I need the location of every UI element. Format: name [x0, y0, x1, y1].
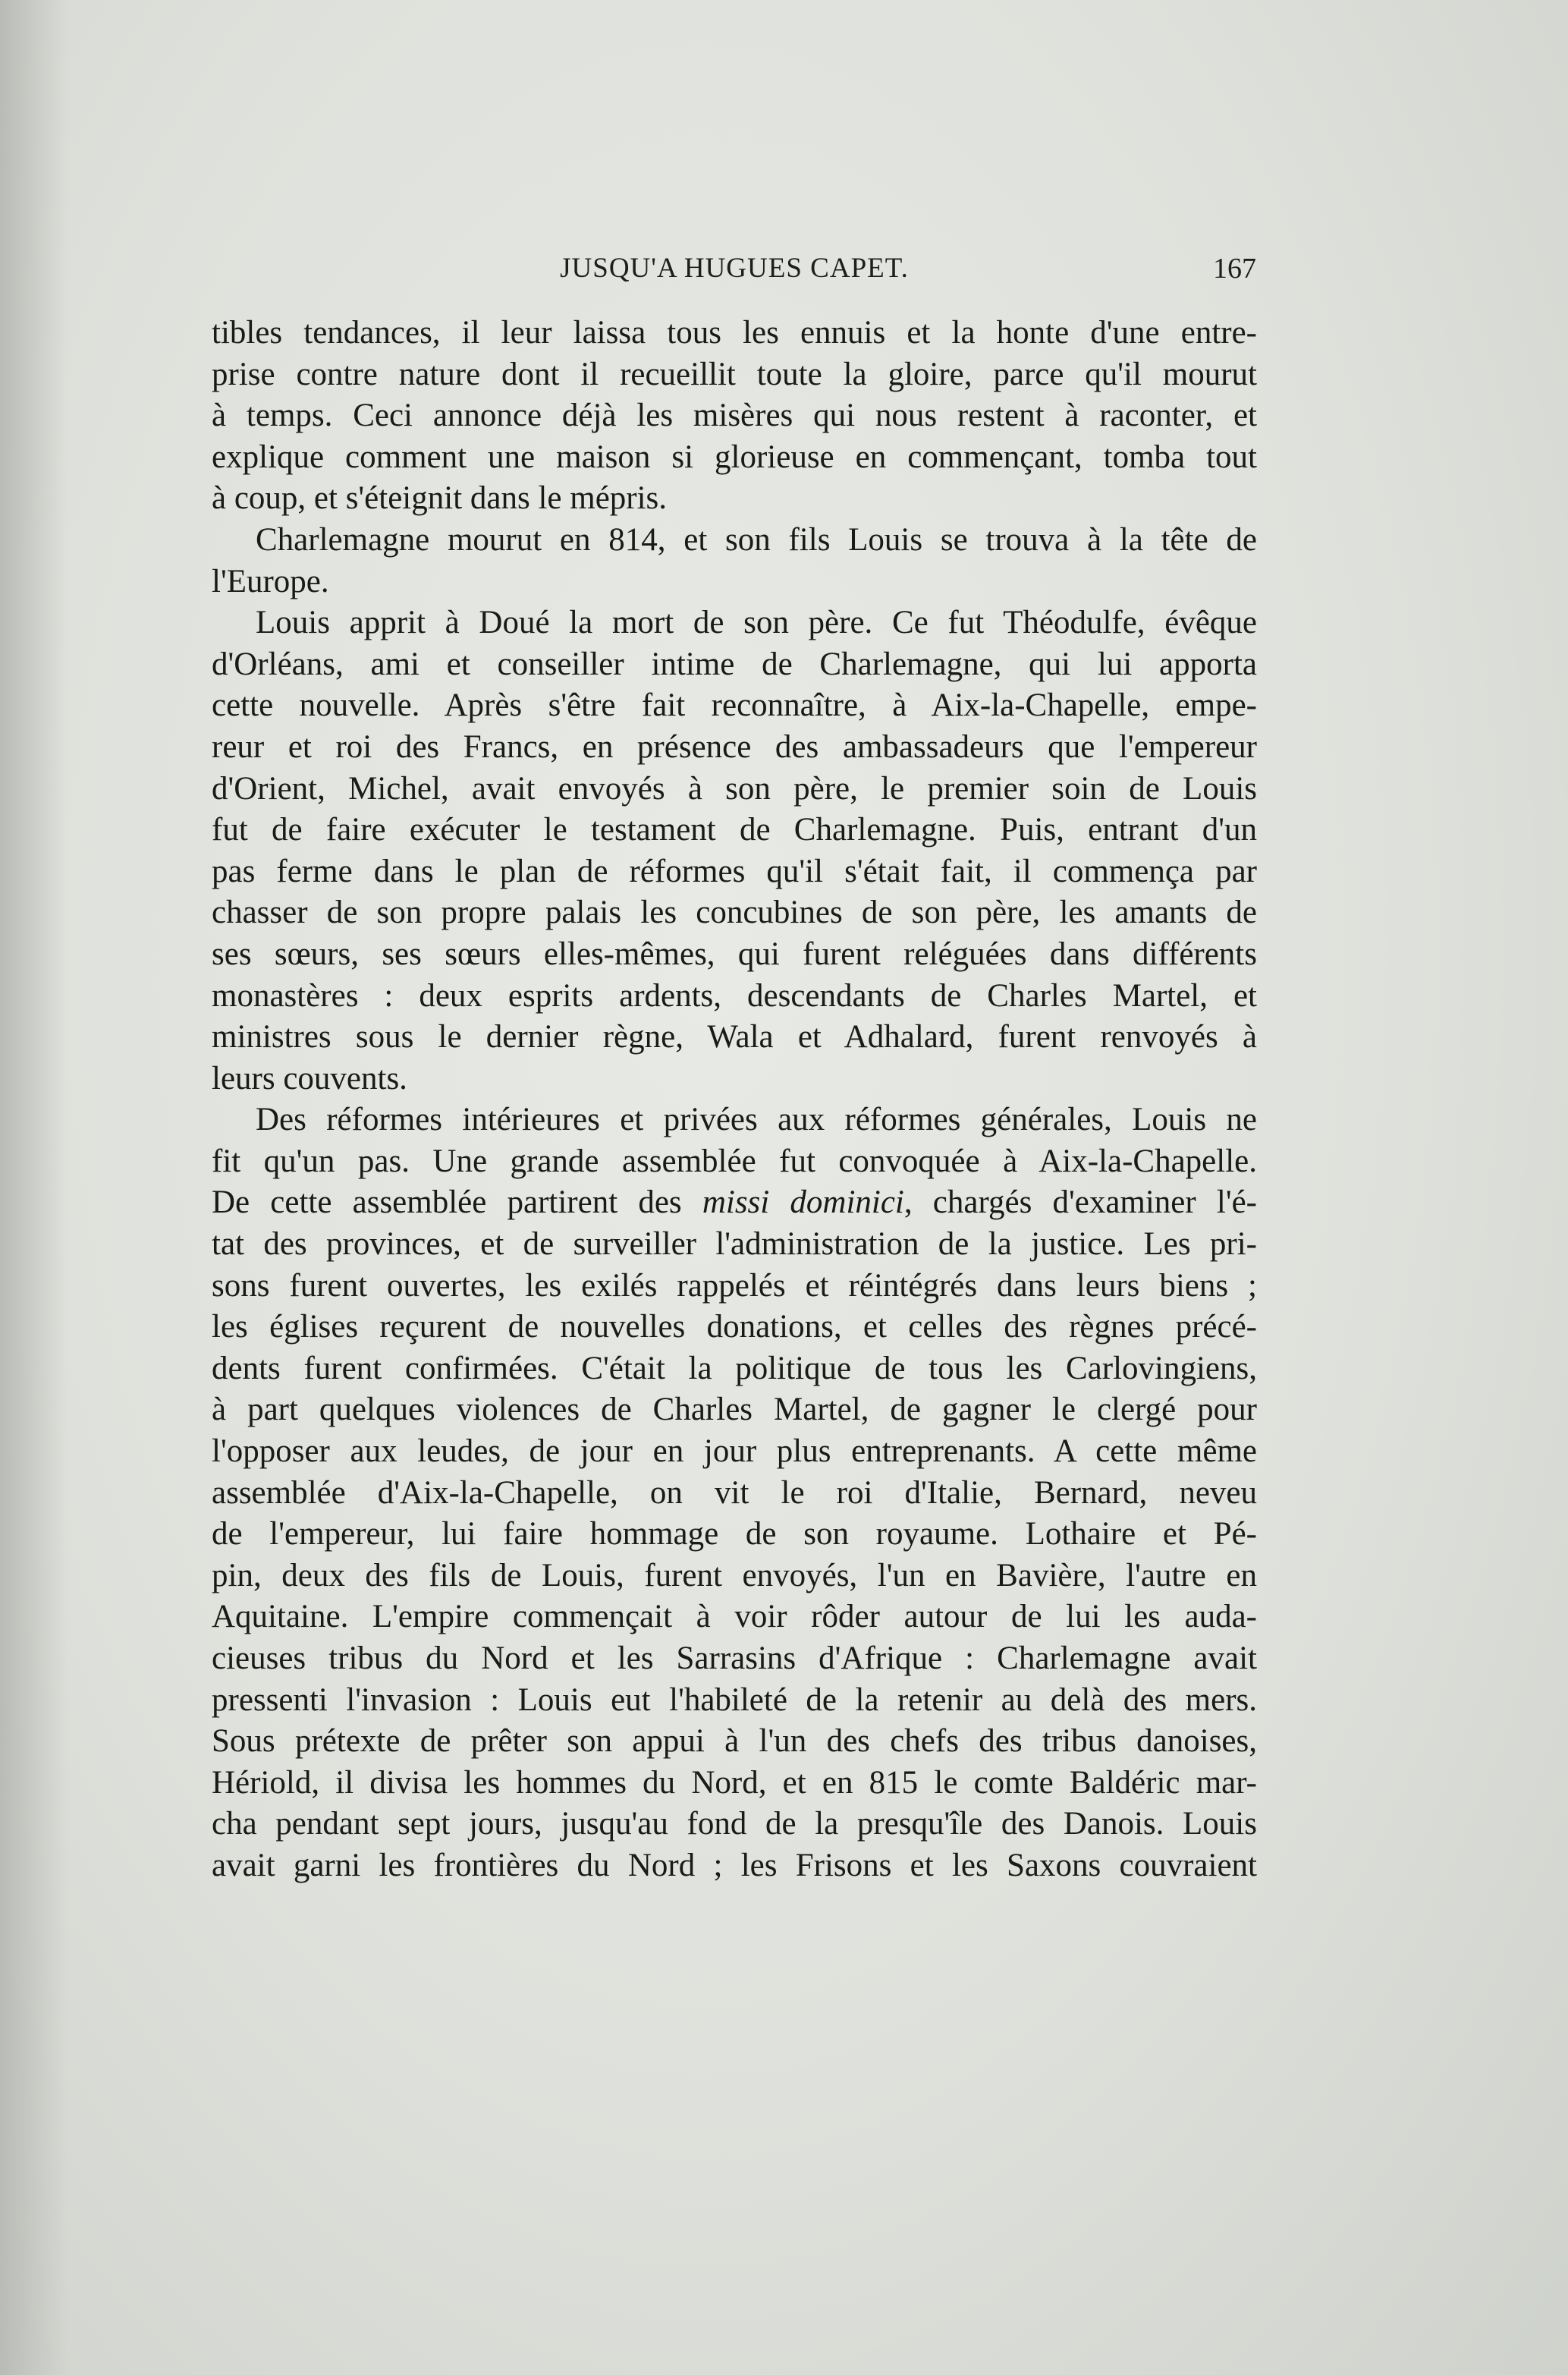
text-line: leurs couvents.: [212, 1060, 407, 1096]
page-gutter-shadow: [0, 0, 68, 2375]
text-line: Hériold, il divisa les hommes du Nord, et en 815 le comte Baldéric mar-: [212, 1764, 1257, 1801]
text-line: dents furent confirmées. C'était la politique de tous les Carlovingiens,: [212, 1350, 1257, 1386]
paragraph: [212, 313, 1257, 520]
text-line: sons furent ouvertes, les exilés rappelés et réintégrés dans leurs biens ;: [212, 1267, 1257, 1304]
text-line: cha pendant sept jours, jusqu'au fond de la presqu'île des Danois. Louis: [212, 1806, 1257, 1842]
paragraph: [212, 602, 1257, 1099]
running-head: [212, 247, 1256, 293]
text-line: d'Orléans, ami et conseiller intime de Charlemagne, qui lui apporta: [212, 646, 1257, 682]
text-line: Louis apprit à Doué la mort de son père. Ce fut Théodulfe, évêque: [256, 605, 1257, 641]
text-line: chasser de son propre palais les concubines de son père, les amants de: [212, 895, 1257, 931]
text-line: avait garni les frontières du Nord ; les Frisons et les Saxons couvraient: [212, 1847, 1257, 1883]
text-line: d'Orient, Michel, avait envoyés à son père, le premier soin de Louis: [212, 770, 1257, 807]
running-title: JUSQU'A HUGUES CAPET.: [560, 253, 909, 284]
text-line: pressenti l'invasion : Louis eut l'habileté de la retenir au delà des mers.: [212, 1681, 1257, 1718]
text-line: les églises reçurent de nouvelles donations, et celles des règnes précé-: [212, 1309, 1257, 1345]
text-line: prise contre nature dont il recueillit toute la gloire, parce qu'il mourut: [212, 356, 1257, 392]
text-line: fit qu'un pas. Une grande assemblée fut convoquée à Aix-la-Chapelle.: [212, 1143, 1257, 1179]
text-line: de l'empereur, lui faire hommage de son royaume. Lothaire et Pé-: [212, 1516, 1257, 1552]
text-line: ministres sous le dernier règne, Wala et Adhalard, furent renvoyés à: [212, 1019, 1257, 1055]
text-line: tibles tendances, il leur laissa tous les ennuis et la honte d'une entre-: [212, 315, 1257, 351]
text-line: l'Europe.: [212, 563, 329, 599]
text-line: explique comment une maison si glorieuse en commençant, tomba tout: [212, 439, 1257, 475]
text-line: ses sœurs, ses sœurs elles-mêmes, qui furent reléguées dans différents: [212, 936, 1257, 972]
text-line: assemblée d'Aix-la-Chapelle, on vit le roi d'Italie, Bernard, neveu: [212, 1474, 1257, 1511]
text-line: Des réformes intérieures et privées aux réformes générales, Louis ne: [256, 1102, 1257, 1138]
text-line: Charlemagne mourut en 814, et son fils Louis se trouva à la tête de: [256, 521, 1257, 558]
text-line: pin, deux des fils de Louis, furent envoyés, l'un en Bavière, l'autre en: [212, 1557, 1257, 1593]
text-line: Sous prétexte de prêter son appui à l'un des chefs des tribus danoises,: [212, 1723, 1257, 1760]
text-line: à temps. Ceci annonce déjà les misères qui nous restent à raconter, et: [212, 398, 1257, 434]
text-line: à part quelques violences de Charles Martel, de gagner le clergé pour: [212, 1392, 1257, 1428]
text-line: à coup, et s'éteignit dans le mépris.: [212, 480, 668, 517]
body-text: [212, 313, 1257, 1887]
text-line: Aquitaine. L'empire commençait à voir rôder autour de lui les auda-: [212, 1599, 1257, 1635]
text-line: pas ferme dans le plan de réformes qu'il s'était fait, il commença par: [212, 853, 1257, 889]
text-line: l'opposer aux leudes, de jour en jour plus entreprenants. A cette même: [212, 1433, 1257, 1470]
text-line: fut de faire exécuter le testament de Charlemagne. Puis, entrant d'un: [212, 812, 1257, 848]
text-line: De cette assemblée partirent des missi dominici, chargés d'examiner l'é-: [212, 1184, 1257, 1221]
paragraph: [212, 1099, 1257, 1886]
text-line: reur et roi des Francs, en présence des ambassadeurs que l'empereur: [212, 728, 1257, 765]
text-line: cette nouvelle. Après s'être fait reconnaître, à Aix-la-Chapelle, empe-: [212, 687, 1257, 724]
text-line: cieuses tribus du Nord et les Sarrasins d'Afrique : Charlemagne avait: [212, 1640, 1257, 1676]
page-number: 167: [1213, 253, 1256, 285]
text-line: tat des provinces, et de surveiller l'administration de la justice. Les pri-: [212, 1226, 1257, 1263]
text-line: monastères : deux esprits ardents, descendants de Charles Martel, et: [212, 977, 1257, 1014]
paragraph: [212, 520, 1257, 602]
